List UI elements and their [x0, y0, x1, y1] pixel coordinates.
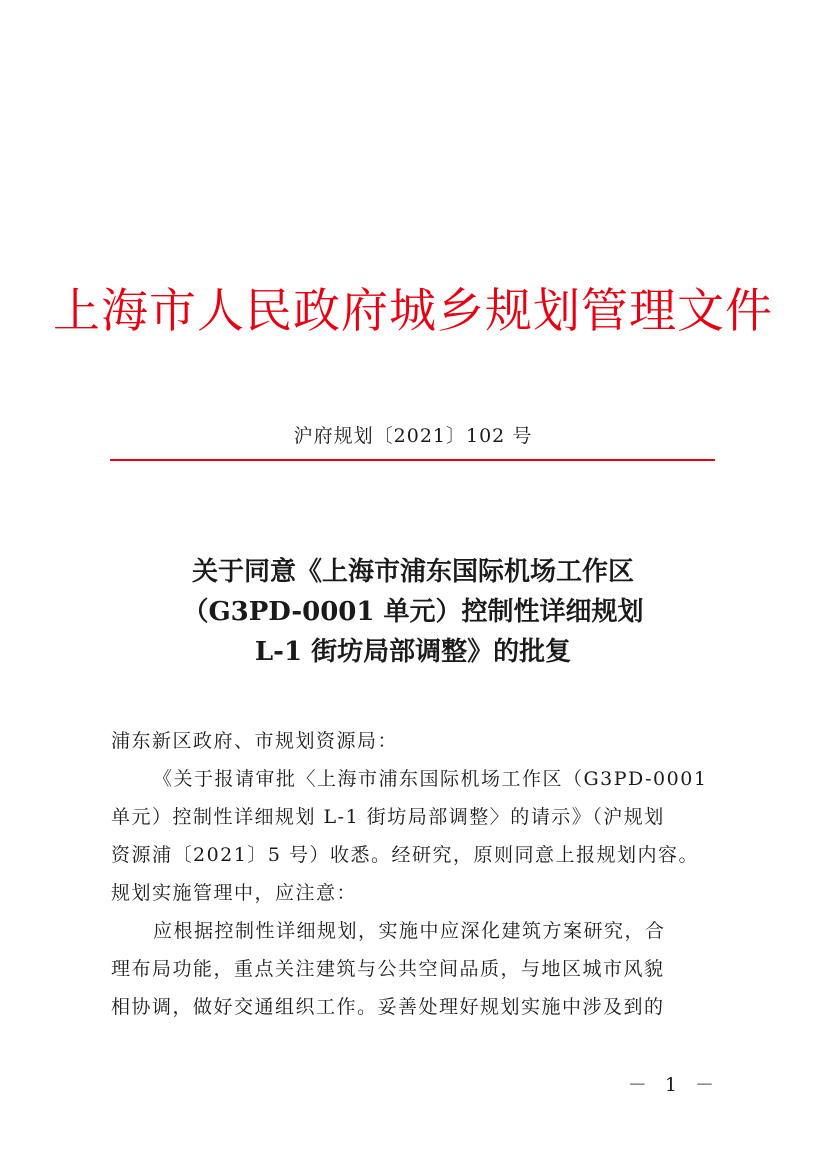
document-title: [100, 552, 726, 672]
body-paragraph-line: 应根据控制性详细规划，实施中应深化建筑方案研究，合: [153, 920, 666, 942]
document-title-line: L-1 街坊局部调整》的批复: [254, 637, 572, 667]
issuer-header-title: 上海市人民政府城乡规划管理文件: [53, 284, 773, 339]
red-divider-line: [110, 459, 715, 461]
body-paragraph-line: 《关于报请审批〈上海市浦东国际机场工作区（G3PD-0001: [153, 768, 708, 790]
body-paragraph-line: 资源浦〔2021〕5 号）收悉。经研究，原则同意上报规划内容。: [111, 844, 699, 866]
body-paragraph-line: 理布局功能，重点关注建筑与公共空间品质，与地区城市风貌: [111, 958, 665, 980]
body-paragraph-line: 单元）控制性详细规划 L-1 街坊局部调整〉的请示》（沪规划: [111, 806, 665, 828]
salutation: 浦东新区政府、市规划资源局：: [111, 730, 399, 752]
document-body: [111, 722, 715, 1026]
document-title-line: 关于同意《上海市浦东国际机场工作区: [191, 557, 634, 587]
body-paragraph-line: 相协调，做好交通组织工作。妥善处理好规划实施中涉及到的: [111, 996, 665, 1018]
body-paragraph-line: 规划实施管理中，应注意：: [111, 882, 358, 904]
document-number: 沪府规划〔2021〕102 号: [293, 425, 533, 447]
document-title-line: （G3PD-0001 单元）控制性详细规划: [182, 597, 644, 627]
page-number: － 1 －: [627, 1074, 720, 1096]
